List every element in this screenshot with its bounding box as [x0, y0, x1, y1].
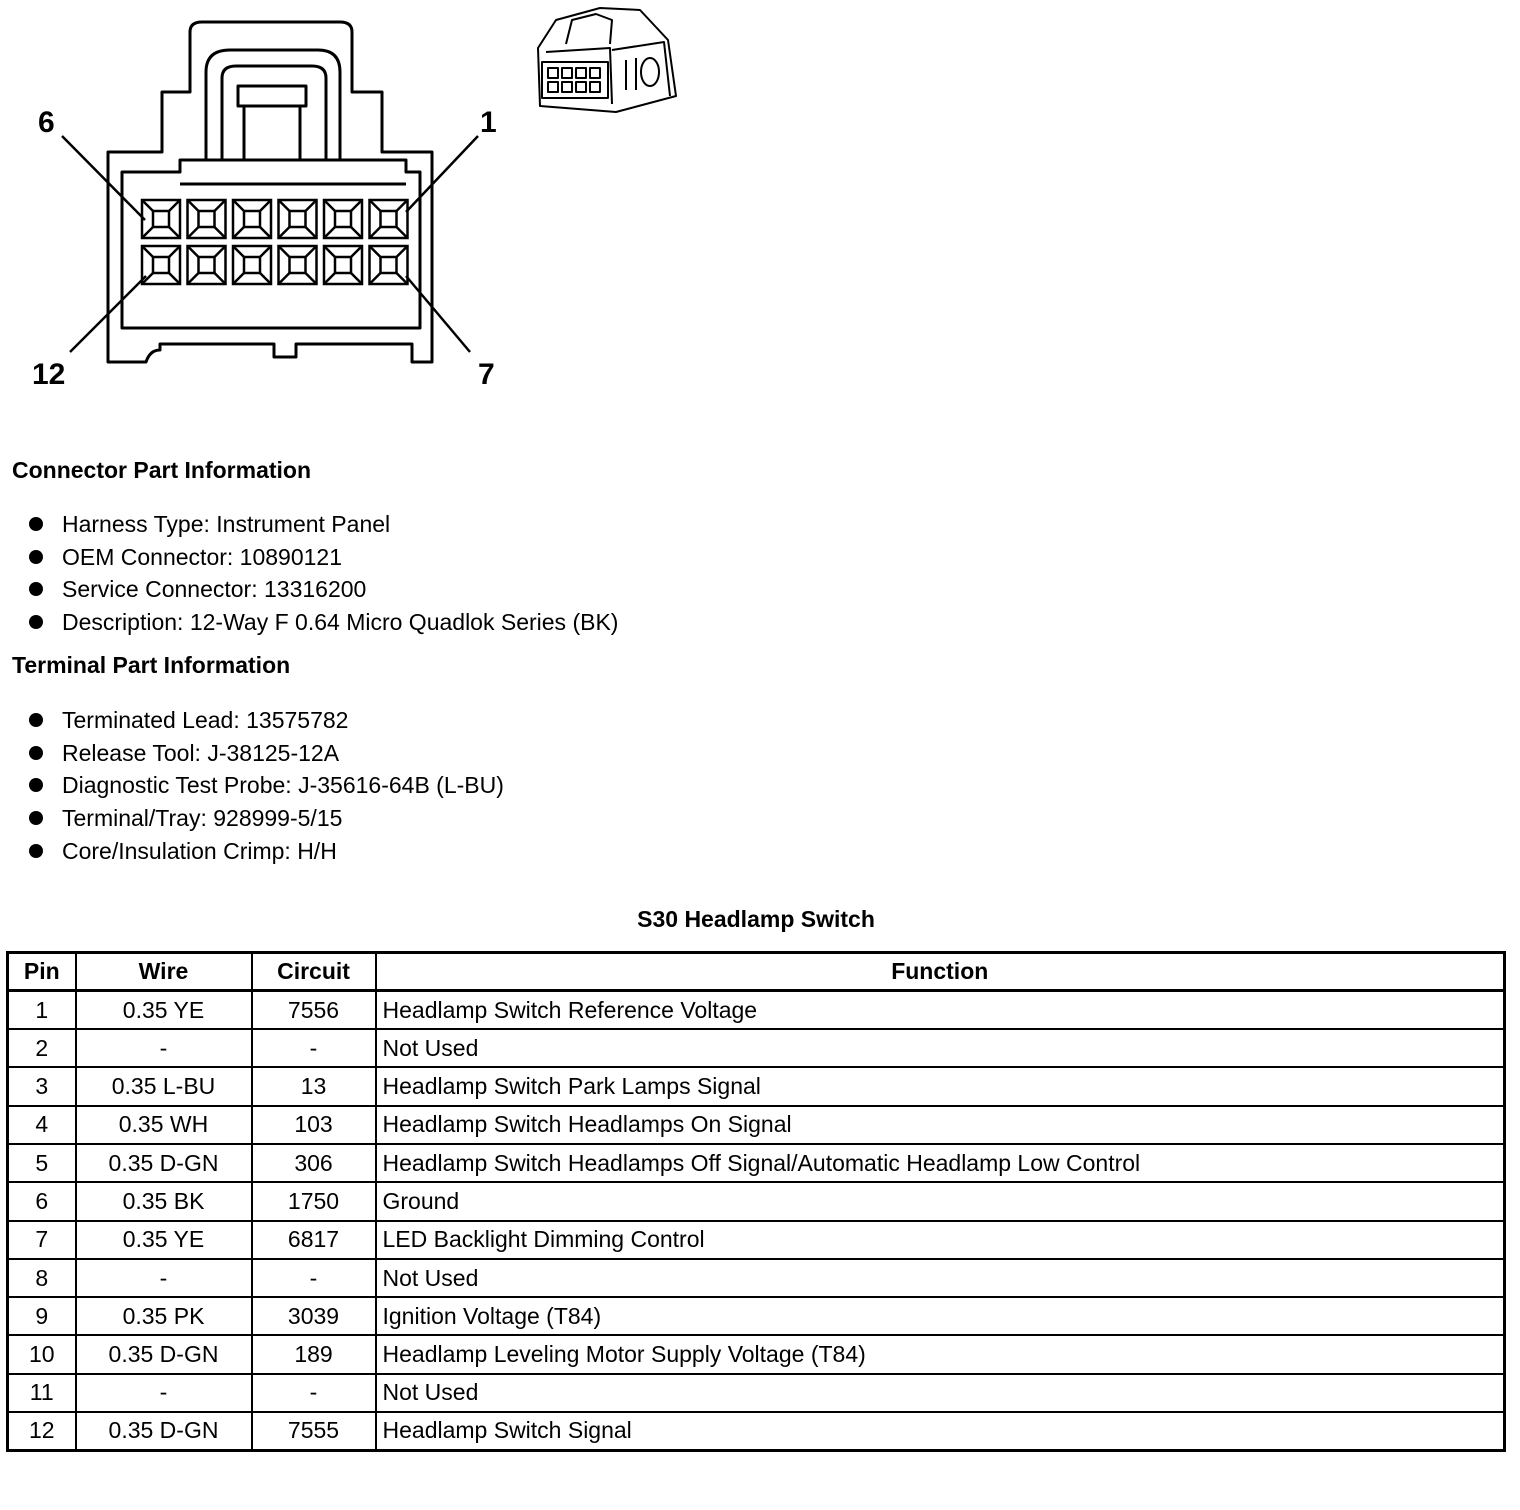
cell-function: Ground [376, 1182, 1505, 1220]
table-row [8, 1335, 1505, 1373]
leader-line-6 [62, 136, 145, 220]
cavity-pin-3 [279, 200, 317, 238]
cell-function: LED Backlight Dimming Control [376, 1221, 1505, 1259]
cell-wire: 0.35 YE [76, 1221, 252, 1259]
cell-pin: 3 [8, 1067, 76, 1105]
cell-pin: 12 [8, 1412, 76, 1450]
list-item-text: Terminated Lead: 13575782 [62, 707, 349, 733]
cell-wire: 0.35 BK [76, 1182, 252, 1220]
leader-line-7 [406, 276, 470, 352]
list-item [28, 835, 504, 868]
cavity-pin-1 [370, 200, 408, 238]
table-row [8, 1297, 1505, 1335]
cell-circuit: - [252, 1259, 376, 1297]
list-item [28, 802, 504, 835]
bullet-icon [29, 778, 43, 792]
pin-table [6, 951, 1506, 1452]
bullet-icon [29, 746, 43, 760]
cell-function: Headlamp Switch Reference Voltage [376, 991, 1505, 1029]
cell-circuit: 3039 [252, 1297, 376, 1335]
list-item-text: Core/Insulation Crimp: H/H [62, 837, 337, 864]
cell-pin: 7 [8, 1221, 76, 1259]
cell-pin: 2 [8, 1029, 76, 1067]
cell-circuit: 13 [252, 1067, 376, 1105]
list-item [28, 573, 618, 606]
bullet-icon [29, 550, 43, 564]
list-item-text: OEM Connector: 10890121 [62, 543, 343, 570]
cell-wire: 0.35 PK [76, 1297, 252, 1335]
cavity-pin-9 [279, 246, 317, 284]
pin-label-6: 6 [38, 106, 55, 139]
cell-wire: 0.35 WH [76, 1106, 252, 1144]
table-row [8, 1374, 1505, 1412]
list-item-text: Harness Type: Instrument Panel [62, 511, 391, 537]
cavity-pin-12 [142, 246, 180, 284]
cell-circuit: 7556 [252, 991, 376, 1029]
table-row [8, 1221, 1505, 1259]
cell-wire: - [76, 1029, 252, 1067]
column-header-function: Function [376, 953, 1505, 991]
cavity-pin-2 [324, 200, 362, 238]
cell-function: Headlamp Switch Headlamps On Signal [376, 1106, 1505, 1144]
cell-wire: 0.35 L-BU [76, 1067, 252, 1105]
terminal-info-list [28, 704, 504, 867]
bullet-icon [29, 517, 43, 531]
list-item-text: Release Tool: J-38125-12A [62, 739, 340, 766]
cell-pin: 4 [8, 1106, 76, 1144]
cell-wire: 0.35 D-GN [76, 1335, 252, 1373]
list-item [28, 508, 618, 541]
connector-diagram [0, 0, 700, 420]
list-item-text: Terminal/Tray: 928999-5/15 [62, 805, 343, 832]
cell-function: Not Used [376, 1374, 1505, 1412]
connector-info-heading: Connector Part Information [12, 457, 312, 483]
terminal-info-heading: Terminal Part Information [12, 652, 291, 678]
cell-function: Headlamp Switch Park Lamps Signal [376, 1067, 1505, 1105]
list-item-text: Description: 12-Way F 0.64 Micro Quadlok Series (BK) [62, 609, 619, 636]
cell-wire: 0.35 YE [76, 991, 252, 1029]
cell-pin: 10 [8, 1335, 76, 1373]
column-header-pin: Pin [8, 953, 76, 991]
cell-circuit: - [252, 1374, 376, 1412]
cell-function: Headlamp Switch Signal [376, 1412, 1505, 1450]
cell-pin: 1 [8, 991, 76, 1029]
cell-pin: 6 [8, 1182, 76, 1220]
list-item [28, 704, 504, 737]
cell-function: Headlamp Leveling Motor Supply Voltage (T84) [376, 1335, 1505, 1373]
cell-circuit: - [252, 1029, 376, 1067]
cell-pin: 5 [8, 1144, 76, 1182]
table-row [8, 1067, 1505, 1105]
bullet-icon [29, 713, 43, 727]
cell-circuit: 6817 [252, 1221, 376, 1259]
pin-label-7: 7 [478, 358, 495, 391]
list-item [28, 541, 618, 574]
column-header-wire: Wire [76, 953, 252, 991]
connector-perspective-icon [538, 8, 676, 112]
cell-pin: 9 [8, 1297, 76, 1335]
cell-wire: 0.35 D-GN [76, 1144, 252, 1182]
cell-circuit: 1750 [252, 1182, 376, 1220]
pin-label-1: 1 [480, 106, 497, 139]
cell-function: Headlamp Switch Headlamps Off Signal/Automatic Headlamp Low Control [376, 1144, 1505, 1182]
cell-function: Ignition Voltage (T84) [376, 1297, 1505, 1335]
cell-circuit: 7555 [252, 1412, 376, 1450]
list-item [28, 769, 504, 802]
table-row [8, 1029, 1505, 1067]
cell-function: Not Used [376, 1029, 1505, 1067]
bullet-icon [29, 582, 43, 596]
table-row [8, 1144, 1505, 1182]
cavity-pin-10 [233, 246, 271, 284]
cell-circuit: 306 [252, 1144, 376, 1182]
list-item [28, 737, 504, 770]
cell-pin: 8 [8, 1259, 76, 1297]
cavity-pin-6 [142, 200, 180, 238]
table-row [8, 1182, 1505, 1220]
column-header-circuit: Circuit [252, 953, 376, 991]
table-row [8, 1412, 1505, 1450]
cell-circuit: 103 [252, 1106, 376, 1144]
connector-housing [108, 22, 432, 362]
cell-wire: - [76, 1259, 252, 1297]
cell-wire: 0.35 D-GN [76, 1412, 252, 1450]
cavity-pin-7 [370, 246, 408, 284]
cell-wire: - [76, 1374, 252, 1412]
list-item [28, 606, 618, 639]
cell-pin: 11 [8, 1374, 76, 1412]
table-title: S30 Headlamp Switch [637, 906, 875, 932]
table-header-row [8, 953, 1505, 991]
list-item-text: Service Connector: 13316200 [62, 576, 367, 603]
pin-label-12: 12 [32, 358, 66, 391]
bullet-icon [29, 844, 43, 858]
connector-face-view [0, 0, 700, 420]
cavity-pin-5 [188, 200, 226, 238]
bullet-icon [29, 615, 43, 629]
cavity-pin-4 [233, 200, 271, 238]
cavity-pin-8 [324, 246, 362, 284]
list-item-text: Diagnostic Test Probe: J-35616-64B (L-BU) [62, 772, 504, 799]
table-row [8, 1106, 1505, 1144]
cell-circuit: 189 [252, 1335, 376, 1373]
table-row [8, 991, 1505, 1029]
connector-info-list [28, 508, 618, 639]
bullet-icon [29, 811, 43, 825]
table-row [8, 1259, 1505, 1297]
leader-line-1 [406, 136, 478, 212]
cavity-pin-11 [188, 246, 226, 284]
cell-function: Not Used [376, 1259, 1505, 1297]
